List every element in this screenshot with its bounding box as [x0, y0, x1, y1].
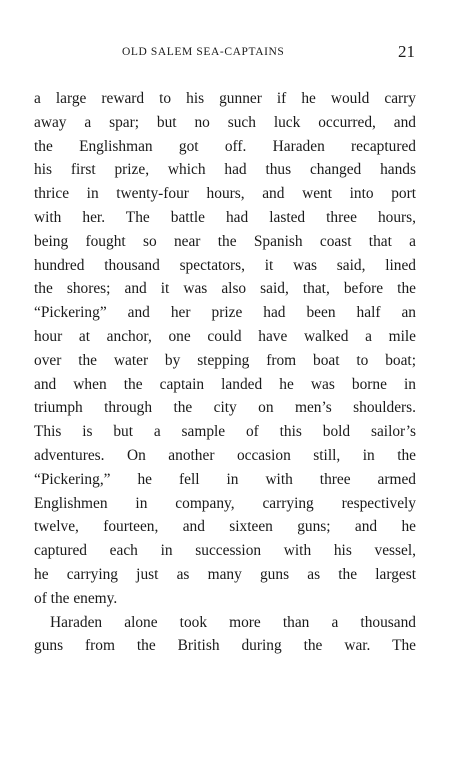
body-text — [34, 87, 416, 658]
text-line: the shores; and it was also said, that, before the — [34, 280, 416, 298]
text-line: the Englishman got off. Haraden recaptured — [34, 137, 416, 155]
paragraph-start-line: Haraden alone took more than a thousand — [50, 613, 416, 631]
text-line: triumph through the city on men’s shoulders. — [34, 399, 416, 417]
running-head — [0, 44, 454, 64]
text-line: away a spar; but no such luck occurred, and — [34, 113, 416, 131]
paragraph-end-line: of the enemy. — [34, 589, 118, 607]
text-line: over the water by stepping from boat to boat; — [34, 351, 416, 369]
text-line: thrice in twenty-four hours, and went into port — [34, 185, 416, 203]
text-line: adventures. On another occasion still, in the — [34, 446, 416, 464]
text-line: This is but a sample of this bold sailor’s — [34, 423, 416, 441]
text-line: hundred thousand spectators, it was said, lined — [34, 256, 416, 274]
text-line: with her. The battle had lasted three hours, — [34, 208, 416, 226]
text-line: “Pickering” and her prize had been half an — [34, 304, 416, 322]
text-line: “Pickering,” he fell in with three armed — [34, 470, 416, 488]
text-line: Englishmen in company, carrying respectively — [34, 494, 416, 512]
page-number: 21 — [398, 42, 415, 61]
running-title: OLD SALEM SEA-CAPTAINS — [122, 46, 285, 58]
text-line: captured each in succession with his vessel, — [34, 542, 416, 560]
text-line: being fought so near the Spanish coast that a — [34, 232, 416, 250]
text-line: guns from the British during the war. The — [34, 637, 416, 655]
text-line: he carrying just as many guns as the largest — [34, 565, 416, 583]
text-line: twelve, fourteen, and sixteen guns; and he — [34, 518, 416, 536]
text-line: hour at anchor, one could have walked a mile — [34, 327, 416, 345]
text-line: a large reward to his gunner if he would carry — [34, 90, 416, 107]
text-line: his first prize, which had thus changed hands — [34, 161, 416, 179]
text-line: and when the captain landed he was borne in — [34, 375, 416, 393]
